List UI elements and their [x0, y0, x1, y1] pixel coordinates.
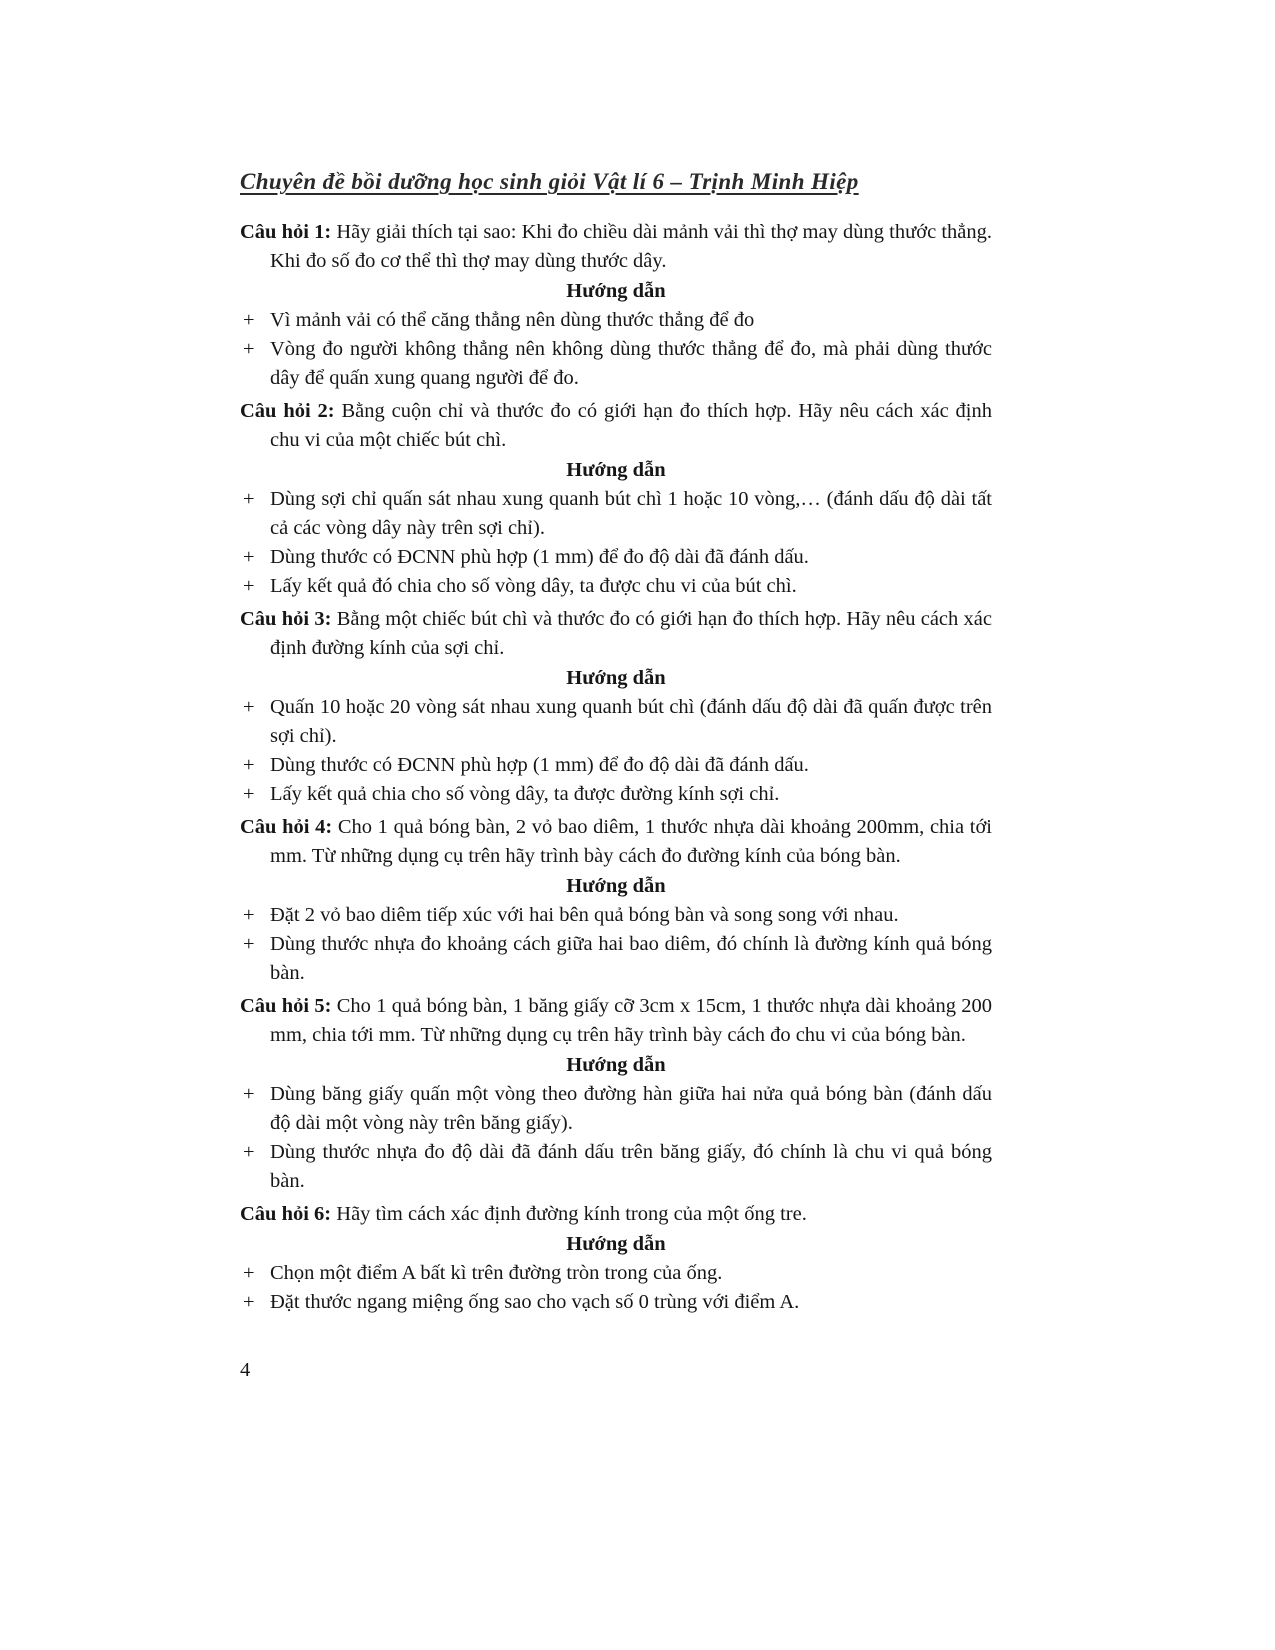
- bullet-text: Vòng đo người không thẳng nên không dùng thước thẳng để đo, mà phải dùng thước dây để quấn xung quang người để đo.: [270, 338, 992, 389]
- question-text: Bằng một chiếc bút chì và thước đo có giới hạn đo thích hợp. Hãy nêu cách xác định đường kính của sợi chỉ.: [270, 608, 993, 659]
- bullet-item: [240, 543, 992, 572]
- bullet-item: [240, 751, 992, 780]
- section-heading: Hướng dẫn: [566, 1233, 666, 1255]
- question-label: Câu hỏi 2:: [240, 400, 335, 422]
- bullet-text: Dùng băng giấy quấn một vòng theo đường hàn giữa hai nửa quả bóng bàn (đánh dấu độ dài một vòng này trên băng giấy).: [270, 1083, 992, 1134]
- bullet-text: Vì mảnh vải có thể căng thẳng nên dùng thước thẳng để đo: [270, 309, 755, 331]
- bullet-text: Dùng thước có ĐCNN phù hợp (1 mm) để đo độ dài đã đánh dấu.: [270, 754, 809, 776]
- bullet-marker: +: [243, 1083, 255, 1105]
- section-heading: Hướng dẫn: [566, 1054, 666, 1076]
- bullet-marker: +: [243, 1262, 255, 1284]
- question-label: Câu hỏi 3:: [240, 608, 332, 630]
- question-text: Cho 1 quả bóng bàn, 1 băng giấy cỡ 3cm x 15cm, 1 thước nhựa dài khoảng 200 mm, chia tới mm. Từ những dụng cụ trên hãy trình bày cách đo chu vi của bóng bàn.: [270, 995, 992, 1046]
- question-label: Câu hỏi 1:: [240, 221, 332, 243]
- section-heading: Hướng dẫn: [566, 459, 666, 481]
- document-content: [240, 168, 992, 1317]
- question-label: Câu hỏi 5:: [240, 995, 332, 1017]
- question-text: Hãy giải thích tại sao: Khi đo chiều dài mảnh vải thì thợ may dùng thước thẳng. Khi đo số đo cơ thể thì thợ may dùng thước dây.: [270, 221, 992, 272]
- bullet-text: Dùng thước có ĐCNN phù hợp (1 mm) để đo độ dài đã đánh dấu.: [270, 546, 809, 568]
- bullet-marker: +: [243, 575, 255, 597]
- bullet-item: [240, 901, 992, 930]
- section-heading: Hướng dẫn: [566, 280, 666, 302]
- question-text: Bằng cuộn chỉ và thước đo có giới hạn đo thích hợp. Hãy nêu cách xác định chu vi của một chiếc bút chì.: [270, 400, 992, 451]
- bullet-item: [240, 930, 992, 988]
- bullet-item: [240, 1259, 992, 1288]
- bullet-marker: +: [243, 754, 255, 776]
- question-paragraph: [240, 992, 992, 1050]
- bullet-text: Dùng thước nhựa đo khoảng cách giữa hai bao diêm, đó chính là đường kính quả bóng bàn.: [270, 933, 992, 984]
- bullet-marker: +: [243, 904, 255, 926]
- bullet-item: [240, 780, 992, 809]
- question-paragraph: [240, 1200, 992, 1229]
- bullet-text: Quấn 10 hoặc 20 vòng sát nhau xung quanh bút chì (đánh dấu độ dài đã quấn được trên sợi chỉ).: [270, 696, 992, 747]
- bullet-text: Đặt thước ngang miệng ống sao cho vạch số 0 trùng với điểm A.: [270, 1291, 800, 1313]
- question-paragraph: [240, 218, 992, 276]
- bullet-marker: +: [243, 309, 255, 331]
- bullet-text: Dùng sợi chỉ quấn sát nhau xung quanh bút chì 1 hoặc 10 vòng,… (đánh dấu độ dài tất cả các vòng dây này trên sợi chỉ).: [270, 488, 992, 539]
- bullet-marker: +: [243, 1291, 255, 1313]
- question-text: Cho 1 quả bóng bàn, 2 vỏ bao diêm, 1 thước nhựa dài khoảng 200mm, chia tới mm. Từ những dụng cụ trên hãy trình bày cách đo đường kính của bóng bàn.: [270, 816, 992, 867]
- section-heading: Hướng dẫn: [566, 667, 666, 689]
- bullet-text: Lấy kết quả đó chia cho số vòng dây, ta được chu vi của bút chì.: [270, 575, 797, 597]
- bullet-text: Dùng thước nhựa đo độ dài đã đánh dấu trên băng giấy, đó chính là chu vi quả bóng bàn.: [270, 1141, 992, 1192]
- page-number: 4: [240, 1359, 251, 1381]
- bullet-item: [240, 1138, 992, 1196]
- question-label: Câu hỏi 4:: [240, 816, 333, 838]
- bullet-marker: +: [243, 783, 255, 805]
- bullet-item: [240, 306, 992, 335]
- section-heading: Hướng dẫn: [566, 875, 666, 897]
- question-label: Câu hỏi 6:: [240, 1203, 332, 1225]
- document-content-blocks: [240, 218, 992, 1317]
- bullet-marker: +: [243, 488, 255, 510]
- question-paragraph: [240, 397, 992, 455]
- bullet-marker: +: [243, 546, 255, 568]
- document-header-title: Chuyên đề bồi dưỡng học sinh giỏi Vật lí 6 – Trịnh Minh Hiệp: [240, 169, 859, 194]
- bullet-item: [240, 485, 992, 543]
- bullet-marker: +: [243, 338, 255, 360]
- bullet-item: [240, 335, 992, 393]
- bullet-item: [240, 1288, 992, 1317]
- bullet-text: Chọn một điểm A bất kì trên đường tròn trong của ống.: [270, 1262, 723, 1284]
- bullet-item: [240, 1080, 992, 1138]
- bullet-item: [240, 693, 992, 751]
- bullet-marker: +: [243, 1141, 255, 1163]
- bullet-marker: +: [243, 933, 255, 955]
- question-paragraph: [240, 813, 992, 871]
- bullet-text: Lấy kết quả chia cho số vòng dây, ta được đường kính sợi chỉ.: [270, 783, 780, 805]
- bullet-item: [240, 572, 992, 601]
- question-paragraph: [240, 605, 992, 663]
- bullet-text: Đặt 2 vỏ bao diêm tiếp xúc với hai bên quả bóng bàn và song song với nhau.: [270, 904, 899, 926]
- question-text: Hãy tìm cách xác định đường kính trong của một ống tre.: [336, 1203, 807, 1225]
- bullet-marker: +: [243, 696, 255, 718]
